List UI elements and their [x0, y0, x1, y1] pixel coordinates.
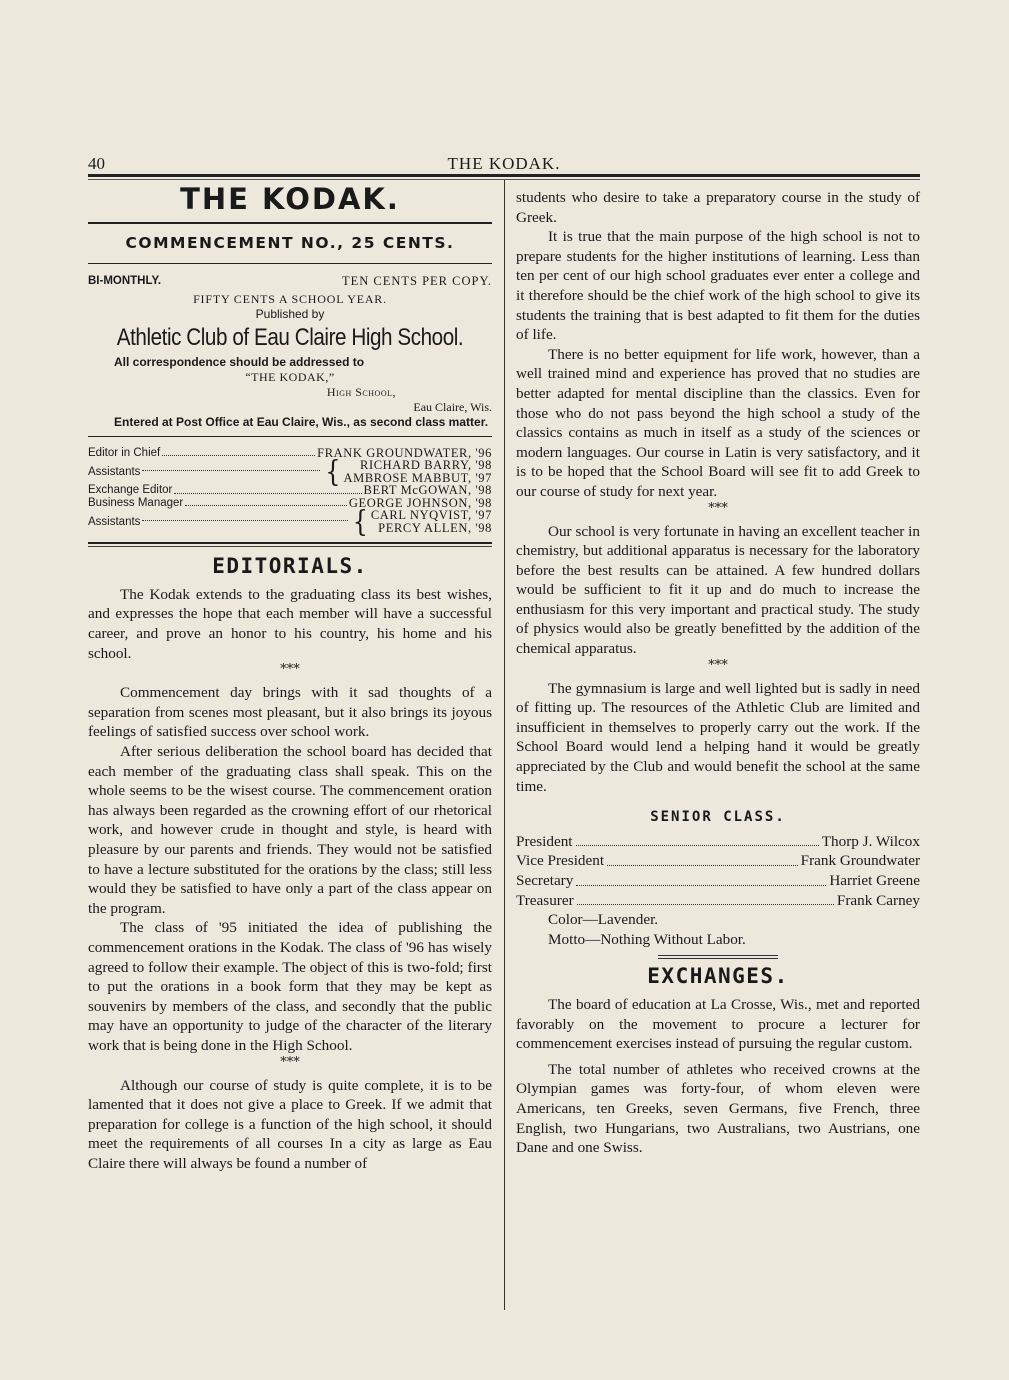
officer-name: Frank Carney [836, 891, 920, 909]
editorial-paragraph: After serious deliberation the school board has decided that each member of the graduating class shall speak. This on the whole seems to be the wisest course. The commencement oration has always been regarded as the crowning effort of our rhetorical work, and however crude in thought and style, is heard with pleasure by our parents and friends. They would not be satisfied to have a lecture substituted for the orations by the class; still less would they be satisfied to have only a part of the class appear on the program. [88, 743, 492, 917]
staff-name: FRANK GROUNDWATER, '96 [317, 445, 492, 460]
short-rule [658, 955, 778, 956]
staff-name: RICHARD BARRY, '98 [360, 458, 492, 473]
stars-divider: *** [280, 1054, 300, 1070]
header-rule [88, 174, 920, 177]
section-rule-thin [88, 546, 492, 547]
price-year: FIFTY CENTS A SCHOOL YEAR. [193, 291, 387, 306]
exchanges-heading: EXCHANGES. [647, 964, 789, 989]
class-color: Color—Lavender. [548, 911, 659, 929]
right-column [516, 188, 920, 1158]
staff-list [88, 445, 492, 539]
officer-role: Secretary [516, 872, 574, 889]
staff-rule [88, 436, 492, 437]
staff-label: Editor in Chief [88, 446, 161, 459]
officer-row [516, 851, 920, 871]
exchange-paragraph: The board of education at La Crosse, Wis., met and reported favorably on the movement to procure a lecturer for commencement exercises instead of pursuing the regular custom. [516, 995, 920, 1053]
staff-row-assistants-2 [88, 504, 492, 539]
page-number: 40 [88, 154, 105, 173]
officer-role: Treasurer [516, 891, 574, 909]
frequency: BI-MONTHLY. [88, 275, 162, 288]
staff-row-exchange [88, 484, 492, 497]
staff-name: AMBROSE MABBUT, '97 [343, 470, 492, 485]
masthead-rule-2 [88, 263, 492, 264]
brace-icon: { [325, 454, 341, 489]
stars-divider: *** [708, 500, 728, 516]
editorial-paragraph-continued: students who desire to take a preparatory course in the study of Greek. [516, 189, 920, 226]
senior-class-heading: SENIOR CLASS. [650, 809, 786, 826]
correspondence-block [88, 355, 492, 430]
staff-label: Assistants [88, 515, 141, 528]
masthead-rule [88, 222, 492, 224]
staff-name: PERCY ALLEN, '98 [378, 520, 492, 535]
running-title: THE KODAK. [447, 154, 561, 173]
price-copy: TEN CENTS PER COPY. [341, 274, 492, 289]
staff-name: BERT McGOWAN, '98 [363, 483, 492, 498]
editorial-paragraph: The gymnasium is large and well lighted but is sadly in need of fitting up. The resources of the Athletic Club are limited and insufficient in themselves to properly carry out the work. If the School Board would lend a helping hand it would be greatly appreciated by the Club and would benefit the school at the same time. [516, 679, 920, 795]
editorial-paragraph: It is true that the main purpose of the high school is not to prepare students for the higher institutions of learning. Less than ten per cent of our high school graduates ever enter a college and it therefore should be the chief work of the high school to give its students the training that is best adapted to fit them for the duties of life. [516, 228, 920, 344]
masthead-title: THE KODAK. [180, 182, 400, 216]
short-rule-2 [658, 958, 778, 959]
stars-divider: *** [280, 662, 300, 678]
brace-icon: { [352, 504, 368, 539]
staff-name: CARL NYQVIST, '97 [370, 508, 492, 523]
editorial-paragraph: There is no better equipment for life work, however, than a well trained mind and experience has proved that no studies are better adapted for mental discipline than the classics. Even for those who do not pass beyond the high school a study of the classics contains as much in itself as a study of the sciences or modern languages. Our course in Latin is very satisfactory, and it is to be hoped that the School Board will see fit to add Greek to our course of study for next year. [516, 345, 920, 500]
commencement-price: COMMENCEMENT NO., 25 CENTS. [125, 233, 455, 252]
officer-role: President [516, 832, 573, 850]
address-line-2: High School, [326, 384, 396, 399]
officer-role: Vice President [516, 852, 605, 870]
officer-row [516, 832, 920, 852]
editorial-paragraph: Our school is very fortunate in having an excellent teacher in chemistry, but additional apparatus is necessary for the laboratory before the best results can be attained. A few hundred dollars would be sufficient to fit it up and do much to increase the enthusiasm for this very important and practical study. The study of physics would also be greatly benefitted by the addition of the chemical apparatus. [516, 522, 920, 658]
stars-divider: *** [708, 657, 728, 673]
published-by: Published by [255, 306, 325, 321]
staff-name: GEORGE JOHNSON, '98 [348, 495, 492, 510]
exchange-paragraph: The total number of athletes who received crowns at the Olympian games was forty-four, of whom eleven were Americans, ten Greeks, seven Germans, five French, three English, two Hungarians, two Australians, two Austrians, one Dane and one Swiss. [516, 1060, 920, 1157]
officer-name: Thorp J. Wilcox [821, 832, 920, 850]
officer-row [516, 891, 920, 911]
frequency-row [88, 272, 492, 292]
staff-row-assistants [88, 454, 492, 489]
address-line-1: “THE KODAK,” [245, 369, 335, 384]
address-line-3: Eau Claire, Wis. [413, 399, 492, 414]
class-motto: Motto—Nothing Without Labor. [548, 930, 746, 948]
editorial-paragraph: The Kodak extends to the graduating class its best wishes, and expresses the hope that each member will have a successful career, and prove an honor to his country, his home and his school. [88, 585, 492, 662]
correspondence-line: All correspondence should be addressed to [114, 354, 365, 369]
staff-label: Business Manager [88, 496, 184, 509]
publisher-name: Athletic Club of Eau Claire High School. [116, 323, 464, 351]
officer-list [516, 832, 920, 950]
entered-notice: Entered at Post Office at Eau Claire, Wis., as second class matter. [114, 414, 489, 429]
column-divider [504, 180, 505, 1310]
officer-name: Harriet Greene [829, 872, 920, 889]
editorial-paragraph: Although our course of study is quite complete, it is to be lamented that it does not give a place to Greek. If we admit that preparation for college is a function of the high school, it should meet the requirements of all courses In a city as large as Eau Claire there will always be found a number of [88, 1076, 492, 1172]
editorials-heading: EDITORIALS. [212, 554, 368, 579]
officer-row [516, 871, 920, 891]
officer-name: Frank Groundwater [800, 852, 920, 870]
left-column [88, 184, 492, 1174]
editorial-paragraph: Commencement day brings with it sad thoughts of a separation from scenes most pleasant, but it also brings its joyous feelings of satisfied success over school work. [88, 684, 492, 741]
staff-label: Assistants [88, 465, 141, 478]
staff-label: Exchange Editor [88, 484, 173, 497]
section-rule [88, 542, 492, 544]
editorial-paragraph: The class of '95 initiated the idea of publishing the commencement orations in the Kodak. The class of '96 has wisely agreed to follow their example. The object of this is two-fold; first to put the orations in a book form that they may be kept as souvenirs by members of the class, and secondly that the public may have an opportunity to judge of the character of the literary work that is being done in the High School. [88, 919, 492, 1054]
